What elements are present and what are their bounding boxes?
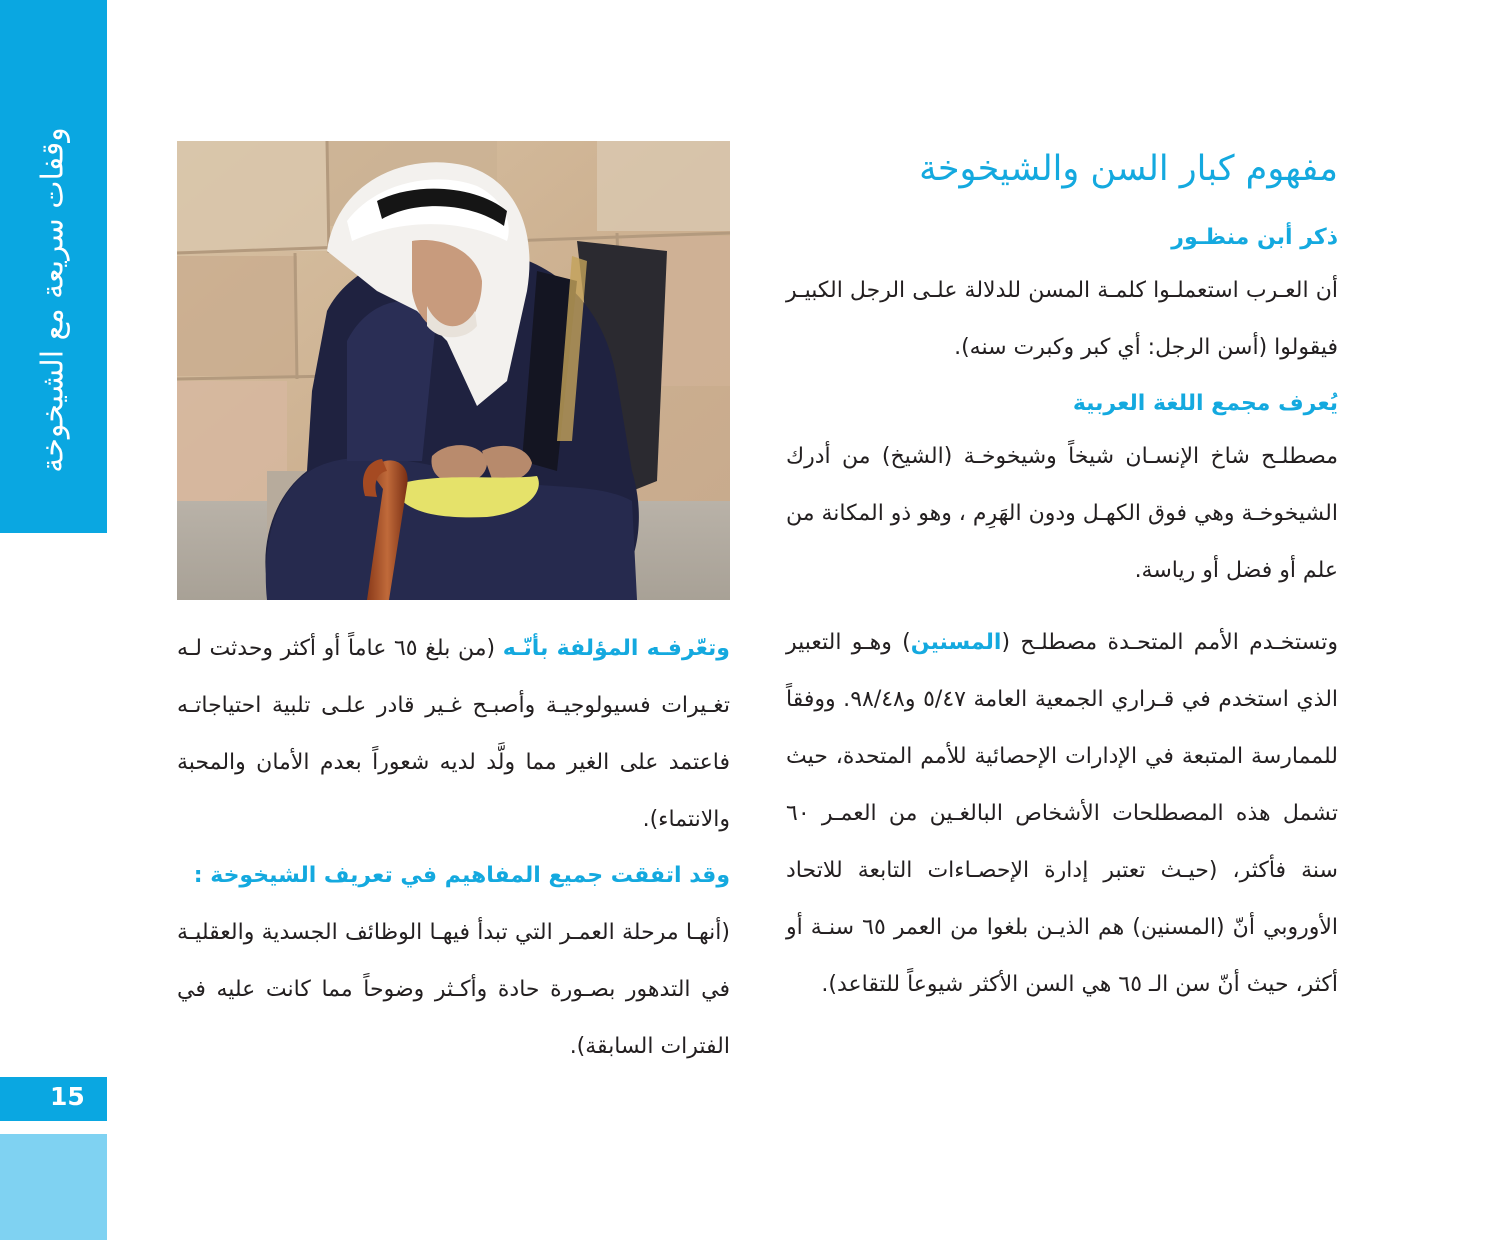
page-number: 15 bbox=[50, 1082, 85, 1111]
bottom-side-tab bbox=[0, 1134, 107, 1240]
un-text-rest: ) وهـو التعبير الذي استخدم في قـراري الجمعية العامة ٥/٤٧ و٩٨/٤٨. ووفقاً للممارسة المتبعة في الإدارات الإحصائية للأمم المتحدة، حيث تشمل هذه المصطلحات الأشخاص البالغـين من العمـر ٦٠ سنة فأكثر، (حيـث تعتبر إدارة الإحصـاءات التابعة للاتحاد الأوروبي أنّ (المسنين) هم الذيـن بلغوا من العمر ٦٥ سنـة أو أكثر، حيث أنّ سن الـ ٦٥ هي السن الأكثر شيوعاً للتقاعد). bbox=[786, 630, 1339, 997]
author-definition-text: (من بلغ ٦٥ عاماً أو أكثر وحدثت لـه تغـيرات فسيولوجيـة وأصبـح غـير قادر علـى تلبية احتياجاتـه فاعتمد على الغير مما ولَّد لديه شعوراً بعدم الأمان والمحبة والانتماء). bbox=[177, 636, 730, 832]
photo-elderly-man-icon bbox=[177, 141, 730, 600]
un-text-start: وتستخـدم الأمم المتحـدة مصطلـح ( bbox=[1001, 630, 1339, 655]
heading-ibn-manzur: ذكر أبن منظـور bbox=[1171, 225, 1338, 250]
chapter-title-vertical bbox=[0, 0, 107, 533]
heading-consensus: وقد اتفقت جميع المفاهيم في تعريف الشيخوخة : bbox=[193, 863, 730, 888]
paragraph-united-nations bbox=[786, 614, 1338, 1013]
paragraph-author-definition bbox=[177, 620, 730, 848]
paragraph-arabic-academy: مصطلـح شاخ الإنسـان شيخاً وشيخوخـة (الشيخ) من أدرك الشيخوخـة وهي فوق الكهـل ودون الهَرِم ، وهو ذو المكانة من علم أو فضل أو رياسة. bbox=[785, 444, 1338, 583]
left-column bbox=[177, 620, 730, 1075]
paragraph-consensus: (أنهـا مرحلة العمـر التي تبدأ فيهـا الوظائف الجسدية والعقليـة في التدهور بصـورة حادة وأكـثر وضوحاً مما كانت عليه في الفترات السابقة). bbox=[177, 920, 730, 1059]
page-title: مفهوم كبار السن والشيخوخة bbox=[919, 149, 1338, 189]
heading-arabic-academy: يُعرف مجمع اللغة العربية bbox=[1072, 391, 1338, 416]
paragraph-ibn-manzur: أن العـرب استعملـوا كلمـة المسن للدلالة علـى الرجل الكبيـر فيقولوا (أسن الرجل: أي كبر وكبرت سنه). bbox=[786, 278, 1338, 360]
chapter-title-text: وقفات سريعة مع الشيخوخة bbox=[35, 127, 71, 473]
right-column bbox=[786, 140, 1338, 1013]
author-definition-lead: وتعّرفـه المؤلفة بأنّـه bbox=[502, 636, 730, 661]
un-accent-term: المسنين bbox=[910, 630, 1002, 655]
